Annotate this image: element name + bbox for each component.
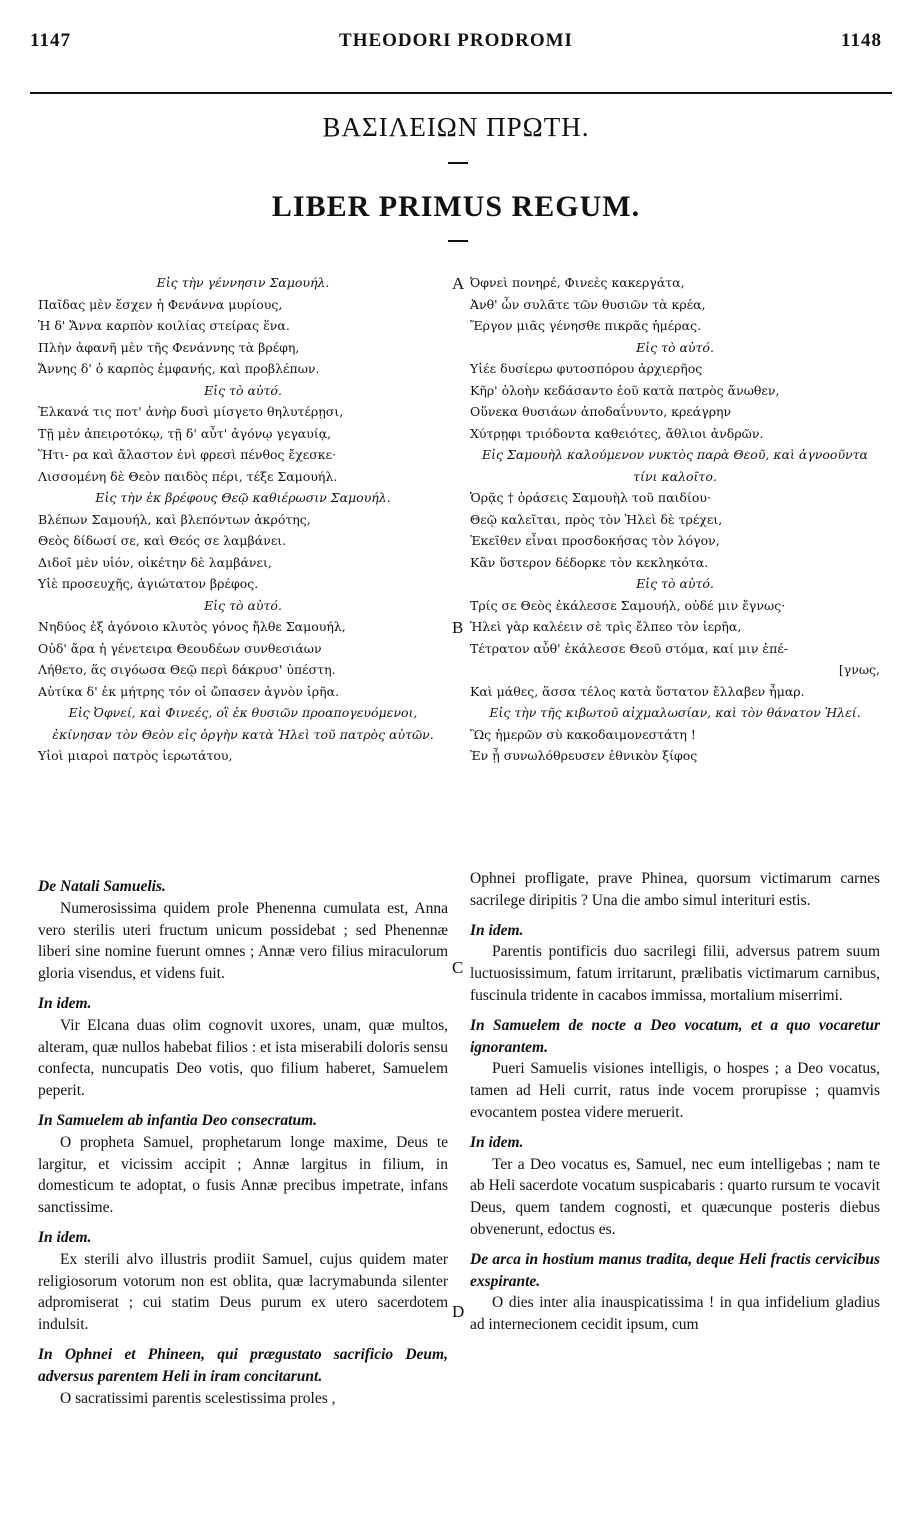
margin-letter-b: B — [452, 618, 464, 637]
section-heading: In idem. — [38, 1228, 92, 1246]
margin-letter-a: A — [452, 274, 465, 293]
section-heading: De arca in hostium manus tradita, deque Heli fractis cervicibus exspirante. — [470, 1250, 880, 1290]
section-heading: Εἰς τὴν γέννησιν Σαμουήλ. — [156, 275, 330, 290]
verse-line: Ὢς ἡμερῶν σὺ κακοδαιμονεστάτη ! — [470, 726, 696, 742]
section-heading: In Samuelem de nocte a Deo vocatum, et a quo vocaretur ignorantem. — [470, 1016, 880, 1056]
prose-paragraph: Ter a Deo vocatus es, Samuel, nec eum intelligebas ; nam te ab Heli sacerdote vocatum suspicabaris : quarto rursum te vocavit Deus, quem tandem cognosti, et quæcunque posteris diebus obvenerunt, edoctus es. — [470, 1155, 880, 1238]
section-heading: Εἰς τὴν ἐκ βρέφους Θεῷ καθιέρωσιν Σαμουήλ. — [95, 490, 391, 505]
verse-line: Αὐτίκα δ' ἐκ μήτρης τόν οἱ ὤπασεν ἁγνὸν ἱρῆα. — [38, 683, 340, 699]
verse-line: Οὐδ' ἄρα ἡ γένετειρα Θεουδέων συνθεσιάων — [38, 640, 322, 656]
section-heading: Εἰς Σαμουὴλ καλούμενον νυκτὸς παρὰ Θεοῦ, καὶ ἀγνοοῦντα τίνι καλοῖτο. — [481, 447, 868, 484]
prose-paragraph: Parentis pontificis duo sacrilegi filii, adversus patrem suum luctuosissimum, fatum irritarunt, prælibatis victimarum carnibus, fuscinula tridente in cacabos immissa, mortalium miserrimi. — [470, 943, 880, 1004]
latin-column-right — [470, 868, 880, 1336]
verse-line: Τρίς σε Θεὸς ἐκάλεσσε Σαμουήλ, οὐδέ μιν ἔγνως· — [470, 597, 786, 613]
verse-line: Ἡλεὶ γὰρ καλέειν σὲ τρὶς ἔλπεο τὸν ἱερῆα, — [470, 619, 742, 634]
prose-paragraph: Numerosissima quidem prole Phenenna cumulata est, Anna vero sterilis uteri fructum unicum possidebat ; sed Phenennæ liberi sine nomine fuerunt omnes ; Annæ vero filius miraculorum gloria visendus, et videns fuit. — [38, 899, 448, 983]
page-number-left: 1147 — [30, 30, 71, 51]
section-heading: Εἰς Ὀφνεί, καὶ Φινεές, οἳ ἐκ θυσιῶν προαπογευόμενοι, ἐκίνησαν τὸν Θεὸν εἰς ὀργὴν κατὰ Ἡλεὶ τοῦ πατρὸς αὐτῶν. — [52, 705, 434, 742]
verse-line: Καὶ μάθες, ἅσσα τέλος κατὰ ὕστατον ἔλλαβεν ἦμαρ. — [470, 683, 805, 699]
verse-line: Ὀφνεὶ πονηρέ, Φινεὲς κακεργάτα, — [470, 275, 685, 290]
latin-column-left — [38, 868, 448, 1409]
section-heading: Εἰς τὸ αὐτό. — [204, 382, 282, 398]
section-heading: In idem. — [38, 994, 92, 1012]
verse-line: Ὁρᾷς † ὁράσεις Σαμουὴλ τοῦ παιδίου· — [470, 490, 711, 505]
verse-line: Υἱέε δυσίερω φυτοσπόρου ἀρχιερῆος — [470, 361, 703, 376]
verse-line: Ἔργον μιᾶς γένησθε πικρᾶς ἡμέρας. — [470, 318, 702, 333]
prose-paragraph: Ophnei profligate, prave Phinea, quorsum victimarum carnes sacrilege diripitis ? Una die ambo simul interituri estis. — [470, 870, 880, 909]
greek-column-right — [470, 272, 880, 767]
prose-paragraph: Vir Elcana duas olim cognovit uxores, unam, quæ multos, alteram, quæ nullos habebat filios : et ista miserabili doloris sensu confecta, nuncupatis Deo votis, quo filium haberet, Samuelem peperit. — [38, 1016, 448, 1100]
verse-line: Βλέπων Σαμουήλ, καὶ βλεπόντων ἀκρότης, — [38, 511, 311, 527]
verse-line: Τῇ μὲν ἀπειροτόκῳ, τῇ δ' αὖτ' ἀγόνῳ γεγαυίᾳ, — [38, 425, 332, 441]
title-divider — [448, 240, 468, 242]
prose-paragraph: O dies inter alia inauspicatissima ! in qua infidelium gladius ad internecionem cecidit ipsum, cum — [470, 1294, 880, 1334]
section-heading: In Ophnei et Phineen, qui prægustato sacrificio Deum, adversus parentem Heli in iram concitarunt. — [38, 1345, 448, 1385]
verse-line: Νηδύος ἐξ ἀγόνοιο κλυτὸς γόνος ἤλθε Σαμουήλ, — [38, 619, 346, 634]
verse-line: Ἄννης δ' ὁ καρπὸς ἐμφανής, καὶ προβλέπων. — [38, 361, 320, 376]
prose-paragraph: O sacratissimi parentis scelestissima proles , — [60, 1389, 336, 1407]
prose-paragraph: Ex sterili alvo illustris prodiit Samuel, cujus quidem mater religiosorum votorum non est oblita, quæ lacrymabunda silenter adpromiserat ; cui statim Deus purum ex utero sacerdotem indulsit. — [38, 1250, 448, 1334]
verse-line: Ἐλκανά τις ποτ' ἀνὴρ δυσὶ μίσγετο θηλυτέρῃσι, — [38, 404, 344, 419]
verse-line: Θεὸς δίδωσί σε, καὶ Θεός σε λαμβάνει. — [38, 533, 287, 548]
section-heading: Εἰς τὸ αὐτό. — [636, 339, 714, 355]
verse-line: Ἥτι- ρα καὶ ἄλαστον ἐνὶ φρεσὶ πένθος ἔχεσκε· — [38, 447, 337, 462]
title-divider — [448, 162, 468, 164]
verse-line: Ἡ δ' Ἄννα καρπὸν κοιλίας στείρας ἕνα. — [38, 318, 290, 333]
verse-line: Υἱὲ προσευχῆς, ἁγιώτατον βρέφος. — [38, 576, 259, 591]
verse-line: Τέτρατον αὖθ' ἐκάλεσσε Θεοῦ στόμα, καί μιν ἐπέ- — [470, 640, 789, 656]
verse-line: Κἂν ὕστερον δέδορκε τὸν κεκληκότα. — [470, 554, 709, 570]
prose-paragraph: O propheta Samuel, prophetarum longe maxime, Deus te largitur, et vicissim accipit ; Annæ largitus in filium, in domesticum te adoptat, o fusis Annæ precibus impetrate, infans sanctissime. — [38, 1133, 448, 1217]
verse-line: Διδοῖ μὲν υἱόν, οἰκέτην δὲ λαμβάνει, — [38, 554, 272, 570]
section-heading: In Samuelem ab infantia Deo consecratum. — [38, 1111, 318, 1129]
section-heading: Εἰς τὸ αὐτό. — [636, 576, 714, 591]
margin-letter-d: D — [452, 1302, 465, 1321]
page-number-right: 1148 — [841, 30, 882, 51]
section-heading: In idem. — [470, 921, 524, 939]
running-header — [30, 30, 882, 60]
verse-line-continuation: [γνως, — [838, 662, 880, 677]
section-heading: Εἰς τὴν τῆς κιβωτοῦ αἰχμαλωσίαν, καὶ τὸν θάνατον Ἡλεί. — [489, 705, 861, 720]
verse-line: Ἀνθ' ὧν συλᾶτε τῶν θυσιῶν τὰ κρέα, — [470, 296, 706, 312]
latin-book-title: LIBER PRIMUS REGUM. — [271, 190, 641, 223]
verse-line: Χύτρῃφι τριόδοντα καθειότες, ἄθλιοι ἀνδρῶν. — [470, 425, 764, 441]
verse-line: Λήθετο, ἅς σιγόωσα Θεῷ περὶ δάκρυσ' ὑπέστη. — [38, 662, 336, 677]
verse-line: Ἐκεῖθεν εἶναι προσδοκήσας τὸν λόγον, — [470, 533, 720, 548]
header-rule — [30, 92, 892, 94]
section-heading: Εἰς τὸ αὐτό. — [204, 597, 282, 613]
verse-line: Λισσομένη δὲ Θεὸν παιδὸς πέρι, τέξε Σαμουήλ. — [38, 468, 338, 484]
verse-line: Υἱοὶ μιαροὶ πατρὸς ἱερωτάτου, — [38, 748, 233, 763]
verse-line: Ἐν ᾗ συνωλόθρευσεν ἐθνικὸν ξίφος — [470, 748, 698, 763]
section-heading: De Natali Samuelis. — [38, 878, 166, 895]
section-heading: In idem. — [470, 1133, 524, 1151]
verse-line: Πλὴν ἀφανῆ μὲν τῆς Φενάννης τὰ βρέφη, — [38, 339, 300, 355]
greek-column-left — [38, 272, 448, 767]
verse-line: Οὕνεκα θυσιάων ἀποδαΐνυντο, κρεάγρην — [470, 404, 732, 419]
running-title: THEODORI PRODROMI — [339, 30, 573, 51]
margin-letter-c: C — [452, 958, 464, 977]
verse-line: Θεῷ καλεῖται, πρὸς τὸν Ἡλεὶ δὲ τρέχει, — [470, 511, 723, 527]
prose-paragraph: Pueri Samuelis visiones intelligis, o hospes ; a Deo vocatus, tamen ad Heli currit, ratus inde vocem prorupisse ; quamvis evocantem postea videre meruerit. — [470, 1060, 880, 1121]
verse-line: Κῆρ' ὀλοὴν κεδάσαντο ἑοῦ κατὰ πατρὸς ἄνωθεν, — [470, 382, 780, 398]
verse-line: Παῖδας μὲν ἔσχεν ἡ Φενάννα μυρίους, — [38, 296, 283, 312]
greek-book-title: ΒΑΣΙΛΕΙΩΝ ΠΡΩΤΗ. — [322, 112, 590, 142]
